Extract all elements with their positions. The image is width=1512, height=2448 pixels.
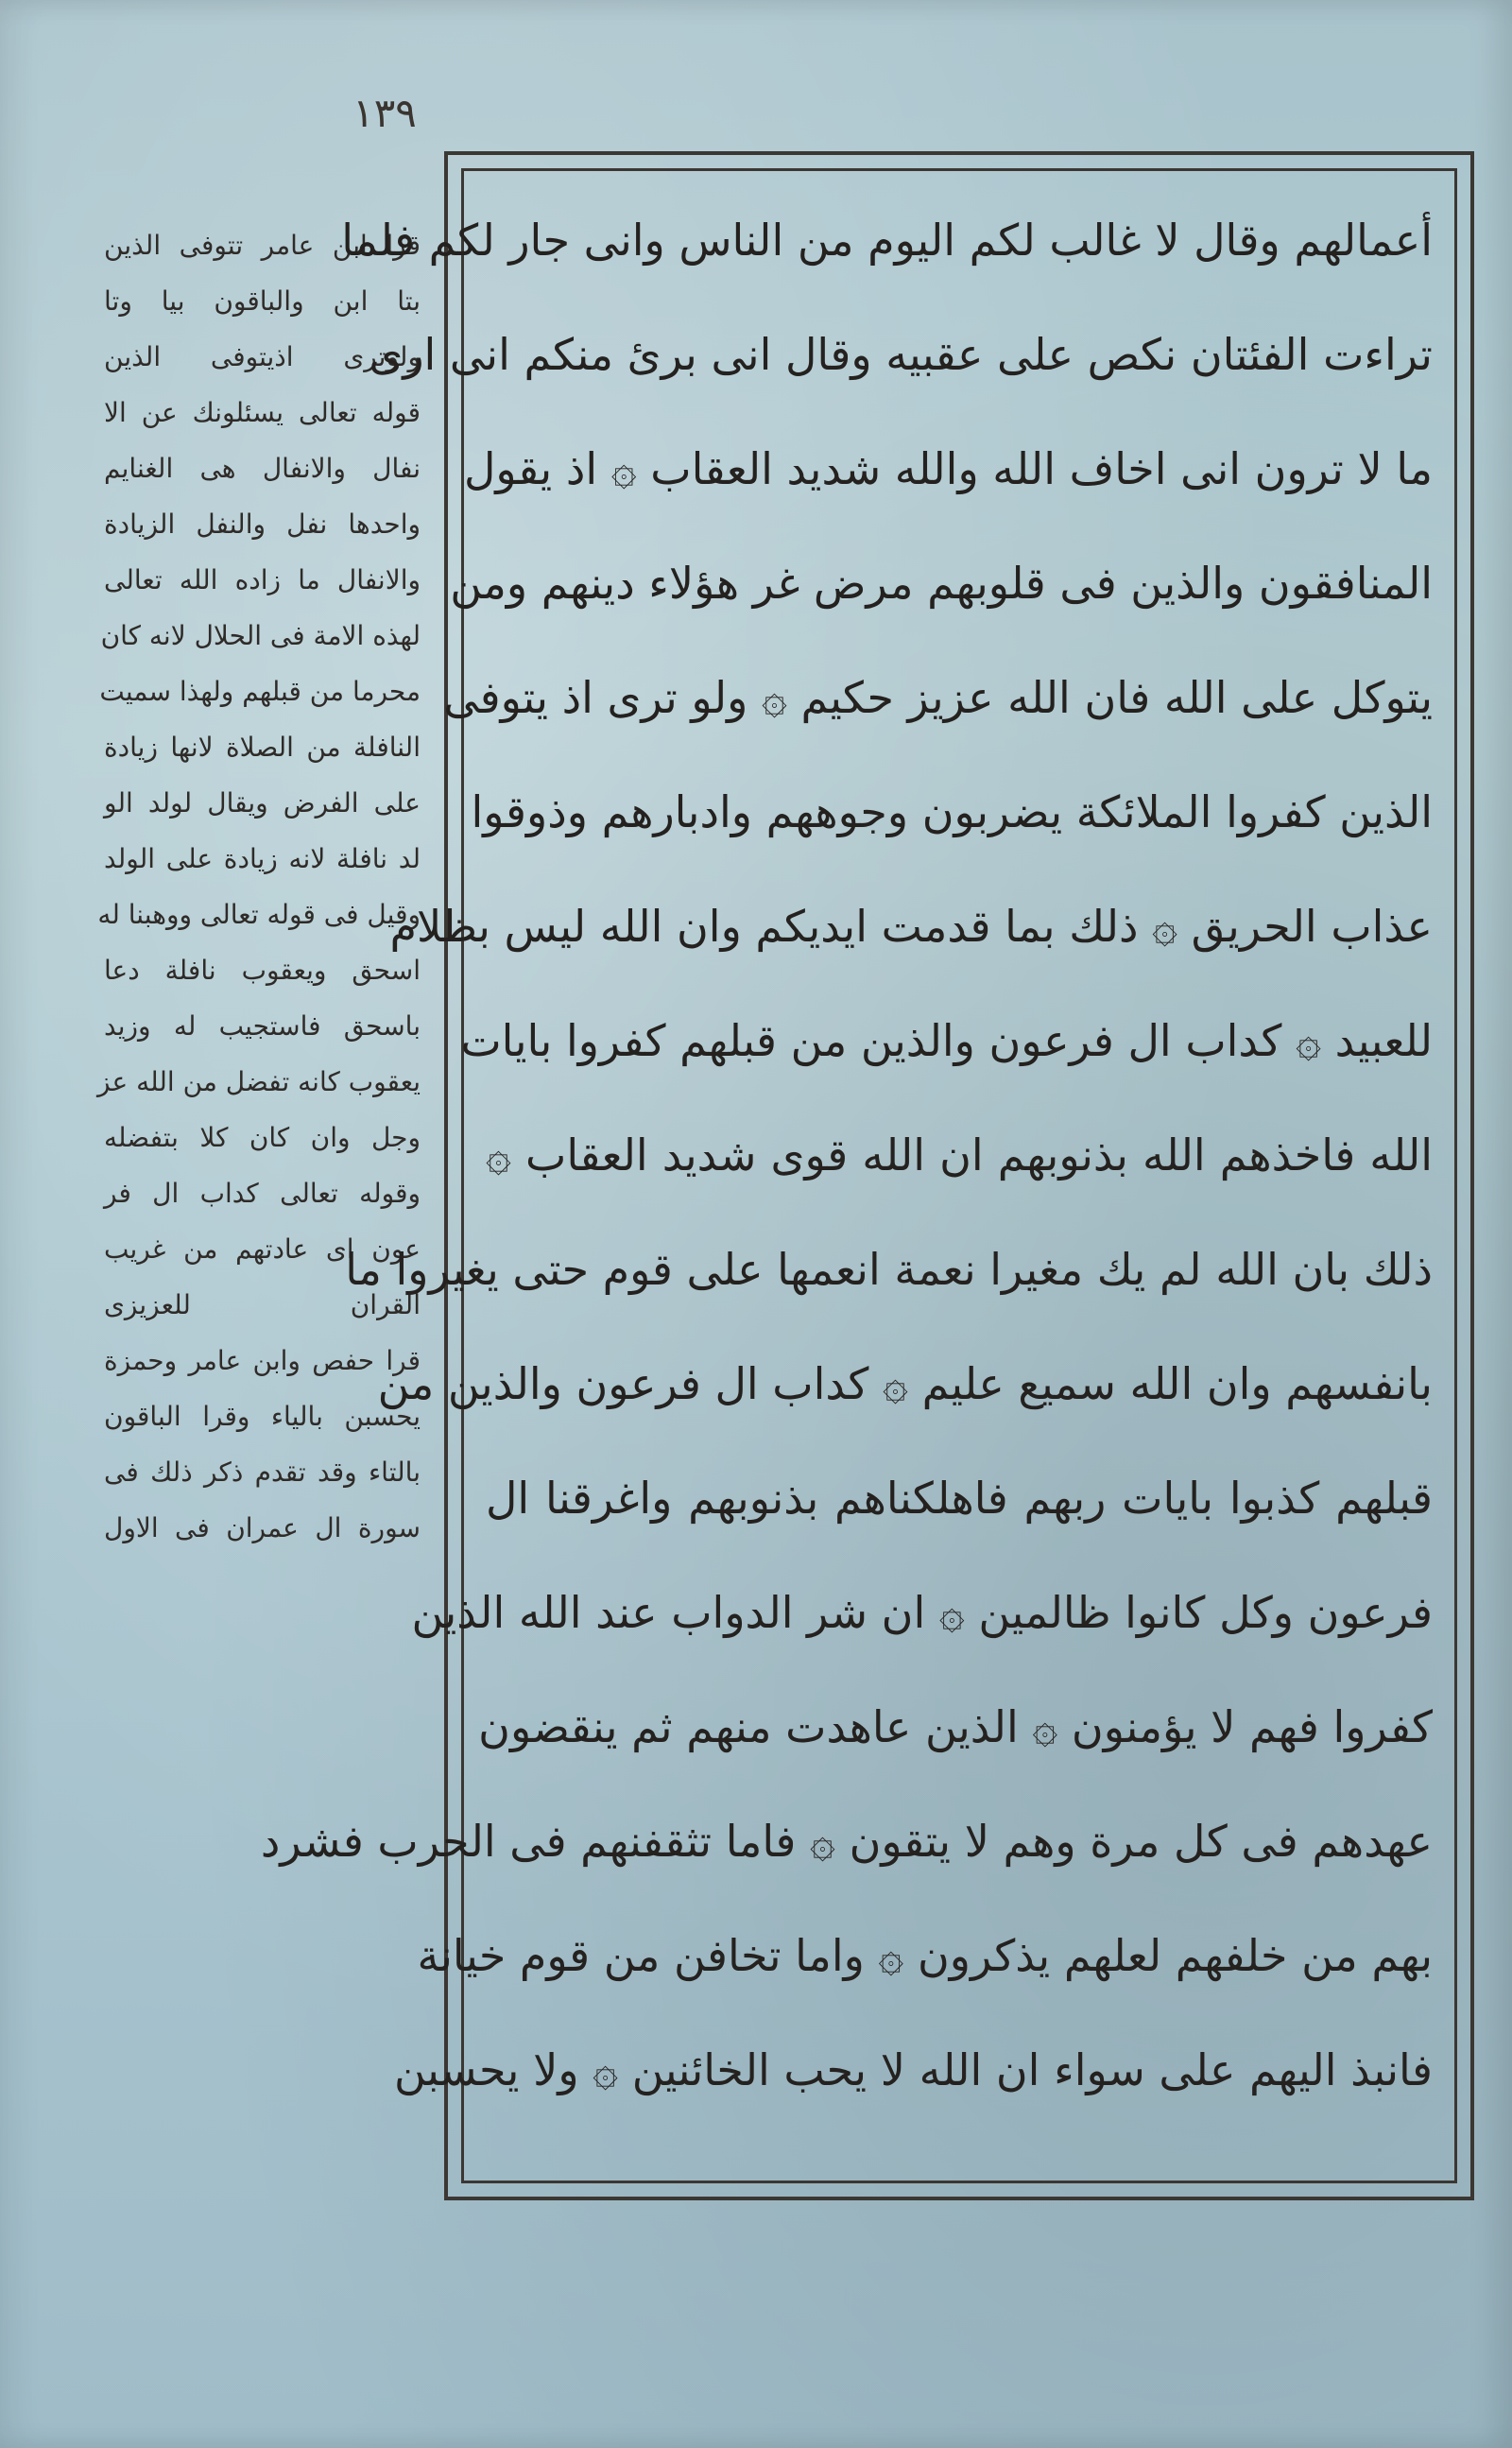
commentary-line: لهذه الامة فى الحلال لانه كان	[100, 620, 421, 651]
commentary-line: سورة ال عمران فى الاول	[104, 1512, 421, 1543]
commentary-line: وقيل فى قوله تعالى ووهبنا له	[97, 899, 421, 930]
verse-line: بهم من خلفهم لعلهم يذكرون ۞ واما تخافن من قوم خيانة	[417, 1930, 1433, 1981]
commentary-line: يحسبن بالياء وقرا الباقون	[104, 1401, 421, 1432]
verse-line: عذاب الحريق ۞ ذلك بما قدمت ايديكم وان الله ليس بظلام	[389, 901, 1433, 952]
page-number: ١٣٩	[352, 90, 417, 136]
commentary-line: بتا ابن والباقون بيا وتا	[104, 285, 421, 317]
commentary-line: وقوله تعالى كداب ال فر	[104, 1178, 421, 1209]
verse-line: الذين كفروا الملائكة يضربون وجوههم وادبارهم وذوقوا	[471, 786, 1433, 837]
verse-line: يتوكل على الله فان الله عزيز حكيم ۞ ولو ترى اذ يتوفى	[443, 672, 1433, 723]
commentary-line: بالتاء وقد تقدم ذكر ذلك فى	[104, 1457, 421, 1488]
commentary-line: والانفال ما زاده الله تعالى	[104, 564, 421, 595]
verse-line: عهدهم فى كل مرة وهم لا يتقون ۞ فاما تثقفنهم فى الحرب فشرد	[260, 1816, 1433, 1867]
commentary-line: نفال والانفال هى الغنايم	[104, 453, 421, 484]
commentary-line: وجل وان كان كلا بتفضله	[104, 1122, 421, 1153]
verse-line: قبلهم كذبوا بايات ربهم فاهلكناهم بذنوبهم واغرقنا ال	[486, 1473, 1433, 1524]
verse-line: ما لا ترون انى اخاف الله والله شديد العقاب ۞ اذ يقول	[463, 443, 1433, 494]
commentary-line: النافلة من الصلاة لانها زيادة	[104, 732, 421, 763]
commentary-line: واحدها نفل والنفل الزيادة	[104, 509, 421, 540]
verse-line: للعبيد ۞ كداب ال فرعون والذين من قبلهم كفروا بايات	[460, 1015, 1433, 1066]
commentary-line: قرا ابن عامر تتوفى الذين	[104, 230, 421, 261]
verse-line: ذلك بان الله لم يك مغيرا نعمة انعمها على قوم حتى يغيروا ما	[345, 1244, 1433, 1295]
verse-line: كفروا فهم لا يؤمنون ۞ الذين عاهدت منهم ثم ينقضون	[478, 1701, 1433, 1752]
verse-line: فانبذ اليهم على سواء ان الله لا يحب الخائنين ۞ ولا يحسبن	[394, 2044, 1433, 2095]
commentary-line: يعقوب كانه تفضل من الله عز	[97, 1066, 421, 1097]
commentary-line: اسحق ويعقوب نافلة دعا	[104, 955, 421, 986]
verse-line: بانفسهم وان الله سميع عليم ۞ كداب ال فرعون والذين من	[377, 1358, 1433, 1409]
verse-line: فرعون وكل كانوا ظالمين ۞ ان شر الدواب عند الله الذين	[411, 1587, 1433, 1638]
commentary-line: على الفرض ويقال لولد الو	[104, 787, 421, 819]
verse-line: المنافقون والذين فى قلوبهم مرض غر هؤلاء دينهم ومن	[450, 558, 1433, 609]
verse-line: الله فاخذهم الله بذنوبهم ان الله قوى شديد العقاب ۞	[486, 1129, 1433, 1181]
verse-line: تراءت الفئتان نكص على عقبيه وقال انى برئ منكم انى ارى	[369, 329, 1433, 380]
commentary-line: ولوترى اذيتوفى الذين	[104, 341, 421, 372]
commentary-line: باسحق فاستجيب له وزيد	[104, 1010, 421, 1042]
verse-line: أعمالهم وقال لا غالب لكم اليوم من الناس وانى جار لكم فلما	[341, 215, 1433, 266]
commentary-line: عون اى عادتهم من غريب	[104, 1233, 421, 1265]
commentary-line: قرا حفص وابن عامر وحمزة	[104, 1345, 421, 1376]
commentary-line: لد نافلة لانه زيادة على الولد	[104, 843, 421, 874]
commentary-line: القران للعزيزى	[104, 1289, 421, 1320]
commentary-line: قوله تعالى يسئلونك عن الا	[104, 397, 421, 428]
commentary-line: محرما من قبلهم ولهذا سميت	[99, 676, 421, 707]
